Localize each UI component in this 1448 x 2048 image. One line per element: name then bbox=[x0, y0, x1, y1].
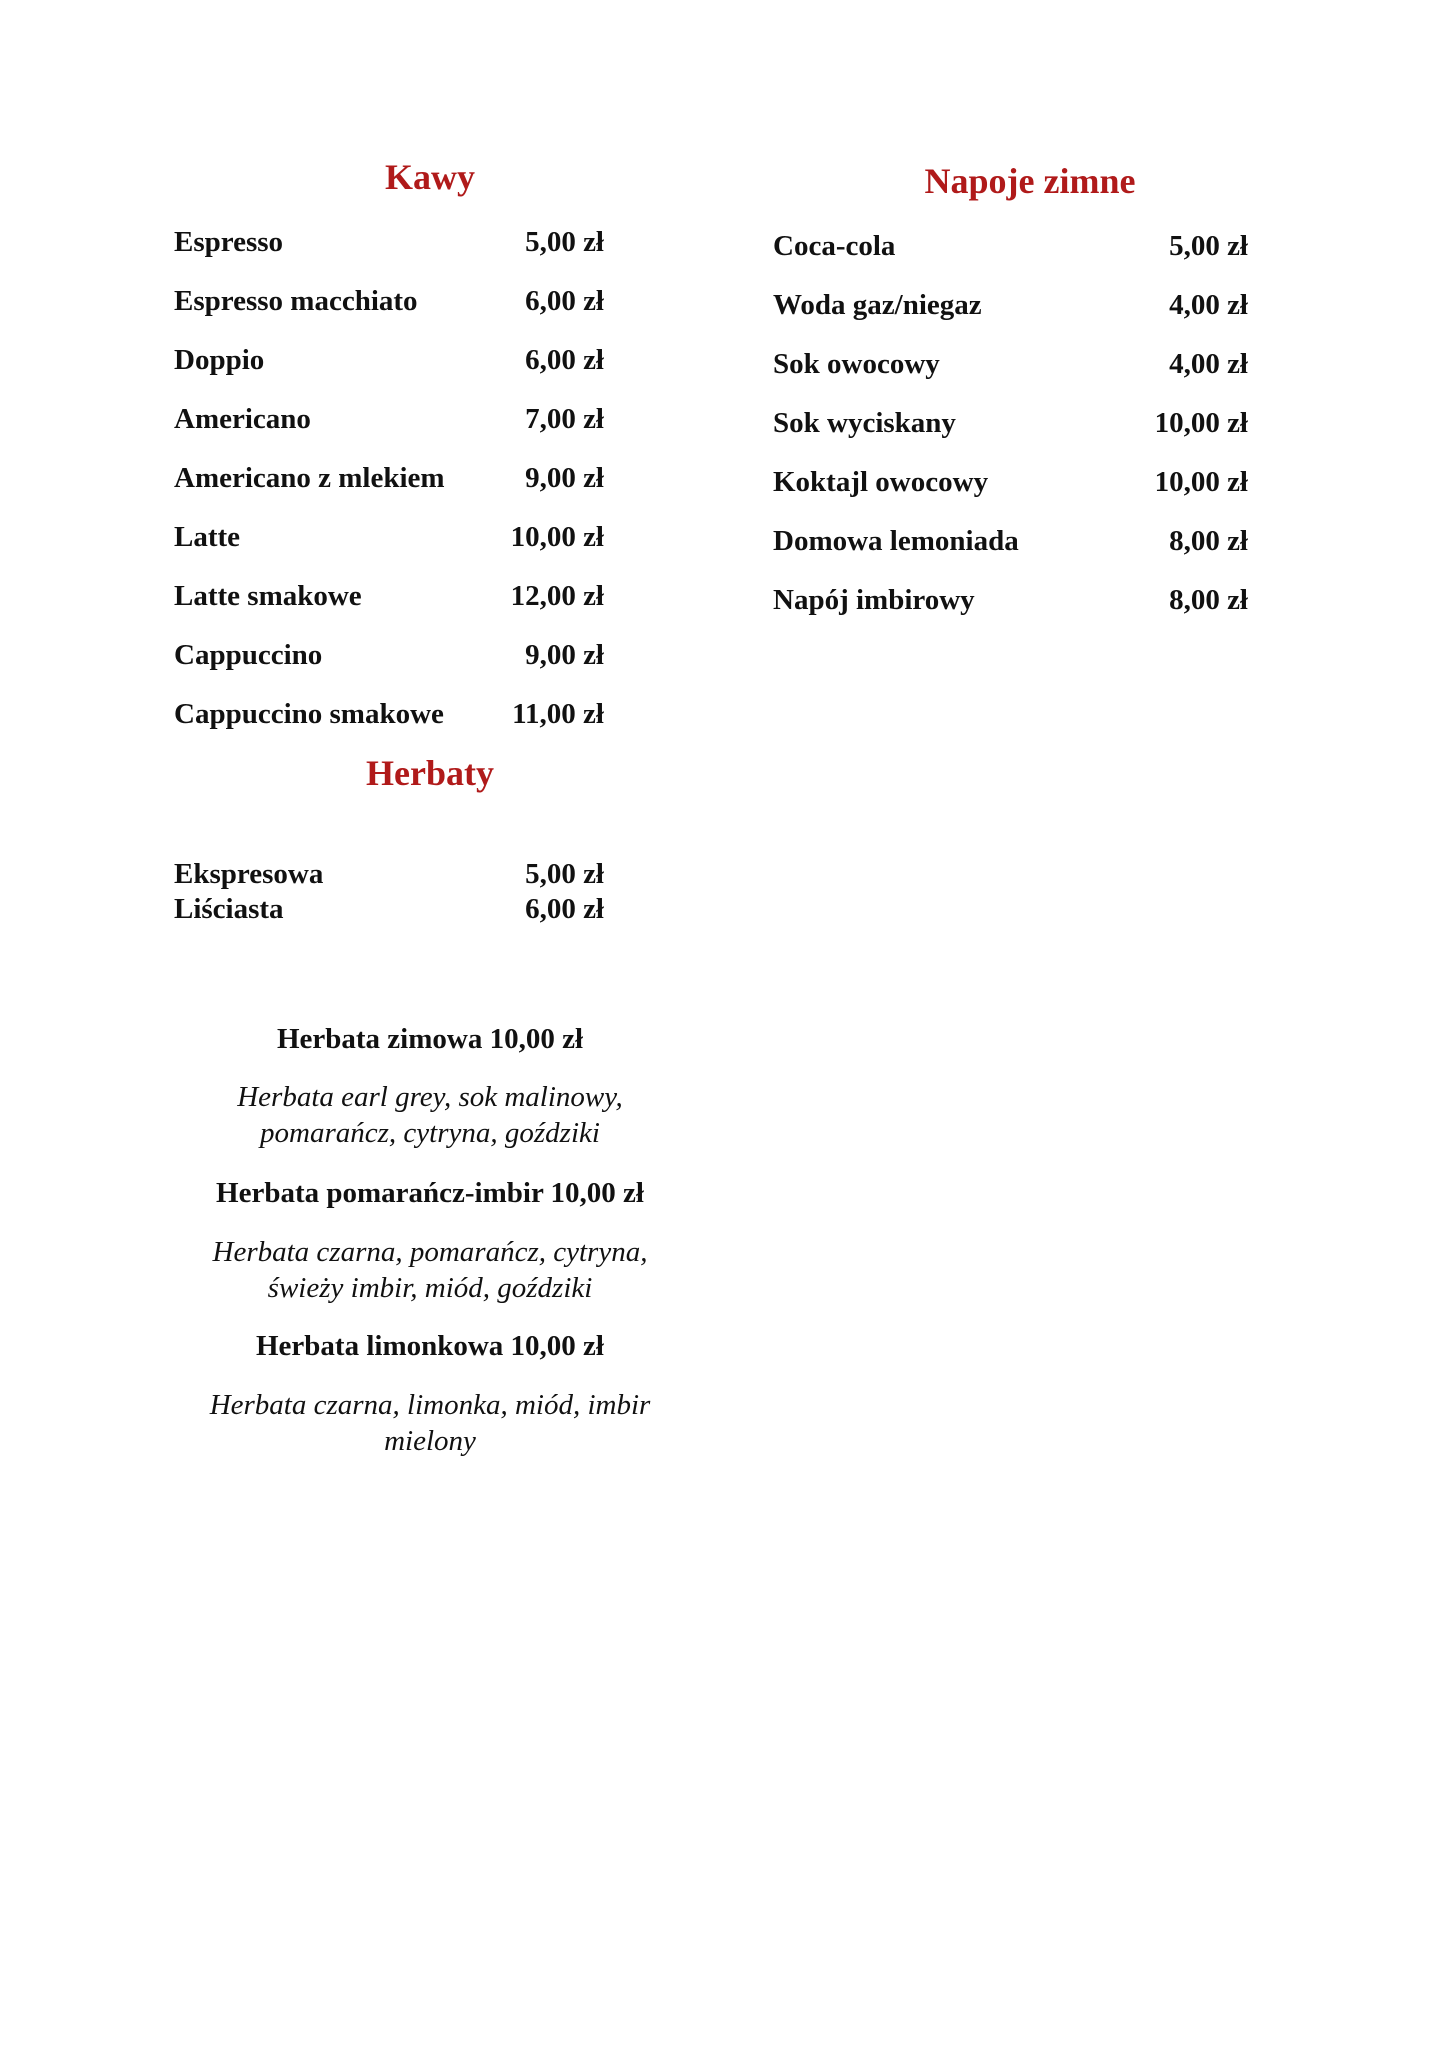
item-name: Sok wyciskany bbox=[773, 407, 956, 439]
item-name: Espresso macchiato bbox=[174, 285, 418, 317]
item-name: Americano z mlekiem bbox=[174, 462, 445, 494]
item-price: 12,00 zł bbox=[510, 580, 604, 612]
description-line: Herbata czarna, pomarańcz, cytryna, bbox=[212, 1236, 648, 1268]
item-price: 6,00 zł bbox=[525, 285, 604, 317]
item-price: 7,00 zł bbox=[525, 403, 604, 435]
item-name: Sok owocowy bbox=[773, 348, 940, 380]
item-name: Liściasta bbox=[174, 893, 284, 925]
item-name: Woda gaz/niegaz bbox=[773, 289, 982, 321]
item-price: 6,00 zł bbox=[525, 344, 604, 376]
item-price: 10,00 zł bbox=[1154, 407, 1248, 439]
item-price: 5,00 zł bbox=[525, 226, 604, 258]
special-title: Herbata pomarańcz-imbir 10,00 zł bbox=[216, 1177, 644, 1209]
item-price: 4,00 zł bbox=[1169, 348, 1248, 380]
item-name: Doppio bbox=[174, 344, 265, 376]
description-line: mielony bbox=[384, 1425, 476, 1457]
item-name: Napój imbirowy bbox=[773, 584, 975, 616]
description-line: Herbata earl grey, sok malinowy, bbox=[237, 1081, 623, 1113]
special-description bbox=[130, 1234, 730, 1306]
item-price: 6,00 zł bbox=[525, 893, 604, 925]
special-description bbox=[130, 1079, 730, 1151]
special-title: Herbata zimowa 10,00 zł bbox=[276, 1023, 584, 1055]
item-price: 5,00 zł bbox=[1169, 230, 1248, 262]
item-price: 9,00 zł bbox=[525, 639, 604, 671]
item-price: 8,00 zł bbox=[1169, 525, 1248, 557]
item-name: Espresso bbox=[174, 226, 284, 258]
item-price: 8,00 zł bbox=[1169, 584, 1248, 616]
section-heading-kawy: Kawy bbox=[385, 157, 475, 197]
item-price: 10,00 zł bbox=[1154, 466, 1248, 498]
description-line: Herbata czarna, limonka, miód, imbir bbox=[209, 1389, 651, 1421]
item-price: 11,00 zł bbox=[512, 698, 604, 730]
section-heading-herbaty: Herbaty bbox=[366, 753, 494, 793]
item-price: 4,00 zł bbox=[1169, 289, 1248, 321]
item-name: Domowa lemoniada bbox=[773, 525, 1019, 557]
special-description bbox=[130, 1387, 730, 1459]
item-name: Coca-cola bbox=[773, 230, 896, 262]
item-name: Koktajl owocowy bbox=[773, 466, 989, 498]
section-heading-napoje-zimne: Napoje zimne bbox=[924, 161, 1136, 201]
item-name: Americano bbox=[174, 403, 311, 435]
description-line: pomarańcz, cytryna, goździki bbox=[260, 1117, 600, 1149]
special-title: Herbata limonkowa 10,00 zł bbox=[256, 1330, 604, 1362]
description-line: świeży imbir, miód, goździki bbox=[267, 1272, 593, 1304]
item-name: Latte smakowe bbox=[174, 580, 362, 612]
item-name: Latte bbox=[174, 521, 241, 553]
item-price: 5,00 zł bbox=[525, 858, 604, 890]
item-name: Cappuccino smakowe bbox=[174, 698, 444, 730]
item-name: Ekspresowa bbox=[174, 858, 324, 890]
item-name: Cappuccino bbox=[174, 639, 323, 671]
item-price: 10,00 zł bbox=[510, 521, 604, 553]
item-price: 9,00 zł bbox=[525, 462, 604, 494]
